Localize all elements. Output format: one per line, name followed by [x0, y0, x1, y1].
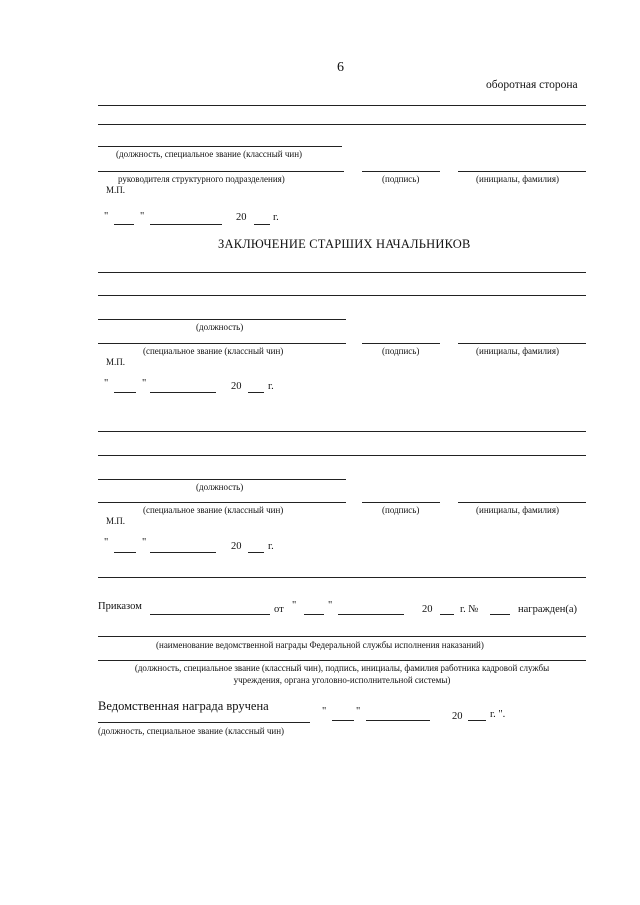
quote-open: " [104, 378, 109, 389]
month-line [150, 392, 216, 393]
day-line [114, 552, 136, 553]
fill-line [98, 272, 586, 273]
page-number: 6 [337, 60, 344, 75]
signature-caption: (подпись) [382, 346, 420, 356]
fill-line [98, 124, 586, 125]
signature-line [362, 502, 440, 503]
year-suffix: г. [273, 212, 279, 223]
fill-line [98, 146, 342, 147]
delivered-title: Ведомственная награда вручена [98, 699, 269, 713]
month-line [150, 552, 216, 553]
year-line [248, 392, 264, 393]
year-line [468, 720, 486, 721]
day-line [332, 720, 354, 721]
order-from: от [274, 604, 284, 615]
section-title: ЗАКЛЮЧЕНИЕ СТАРШИХ НАЧАЛЬНИКОВ [218, 237, 471, 251]
delivered-caption: (должность, специальное звание (классный чин) [98, 726, 285, 736]
signature-line [362, 343, 440, 344]
initials-line [458, 502, 586, 503]
order-number-label: г. № [460, 604, 479, 615]
month-line [338, 614, 404, 615]
fill-line [98, 295, 586, 296]
day-line [114, 392, 136, 393]
signature-caption: (подпись) [382, 174, 420, 184]
award-name-caption: (наименование ведомственной награды Федеральной службы исполнения наказаний) [156, 640, 484, 650]
signature-line [362, 171, 440, 172]
hr-caption-line2: учреждения, органа уголовно-исполнительной системы) [233, 675, 451, 685]
fill-line [98, 171, 344, 172]
fill-line [98, 319, 346, 320]
position-caption: (должность) [196, 482, 244, 492]
fill-line [98, 660, 586, 661]
year-prefix: 20 [452, 711, 463, 722]
quote-close: " [142, 537, 147, 548]
stamp-label: М.П. [106, 185, 126, 195]
hr-caption-line1: (должность, специальное звание (классный чин), подпись, инициалы, фамилия работника кадровой службы [134, 663, 550, 673]
fill-line [98, 105, 586, 106]
quote-close: " [142, 378, 147, 389]
year-suffix: г. [268, 381, 274, 392]
year-line [248, 552, 264, 553]
special-rank-caption: (специальное звание (классный чин) [143, 505, 284, 515]
delivered-year-suffix: г. ". [490, 709, 506, 720]
quote-open: " [104, 211, 109, 222]
position-caption: (должность) [196, 322, 244, 332]
initials-caption: (инициалы, фамилия) [476, 174, 559, 184]
fill-line [98, 343, 346, 344]
side-label: оборотная сторона [486, 79, 578, 91]
fill-line [98, 636, 586, 637]
quote-open: " [322, 706, 327, 717]
quote-open: " [104, 537, 109, 548]
year-suffix: г. [268, 541, 274, 552]
year-prefix: 20 [231, 541, 242, 552]
fill-line [98, 431, 586, 432]
quote-close: " [140, 211, 145, 222]
initials-line [458, 343, 586, 344]
day-line [114, 224, 134, 225]
day-line [304, 614, 324, 615]
initials-line [458, 171, 586, 172]
fill-line [98, 479, 346, 480]
signature-caption: (подпись) [382, 505, 420, 515]
special-rank-caption: (специальное звание (классный чин) [143, 346, 284, 356]
fill-line [98, 577, 586, 578]
order-number-line [490, 614, 510, 615]
position-rank-caption: (должность, специальное звание (классный чин) [116, 149, 303, 159]
year-prefix: 20 [422, 604, 433, 615]
order-label: Приказом [98, 601, 142, 612]
initials-caption: (инициалы, фамилия) [476, 346, 559, 356]
year-line [254, 224, 270, 225]
month-line [150, 224, 222, 225]
year-line [440, 614, 454, 615]
stamp-label: М.П. [106, 357, 126, 367]
order-awarded: награжден(а) [518, 604, 578, 615]
year-prefix: 20 [231, 381, 242, 392]
month-line [366, 720, 430, 721]
quote-close: " [356, 706, 361, 717]
initials-caption: (инициалы, фамилия) [476, 505, 559, 515]
fill-line [98, 455, 586, 456]
stamp-label: М.П. [106, 516, 126, 526]
fill-line [98, 722, 310, 723]
quote-close: " [328, 600, 333, 611]
quote-open: " [292, 600, 297, 611]
head-of-unit-caption: руководителя структурного подразделения) [118, 174, 285, 184]
fill-line [98, 502, 346, 503]
year-prefix: 20 [236, 212, 247, 223]
order-issuer-line [150, 614, 270, 615]
